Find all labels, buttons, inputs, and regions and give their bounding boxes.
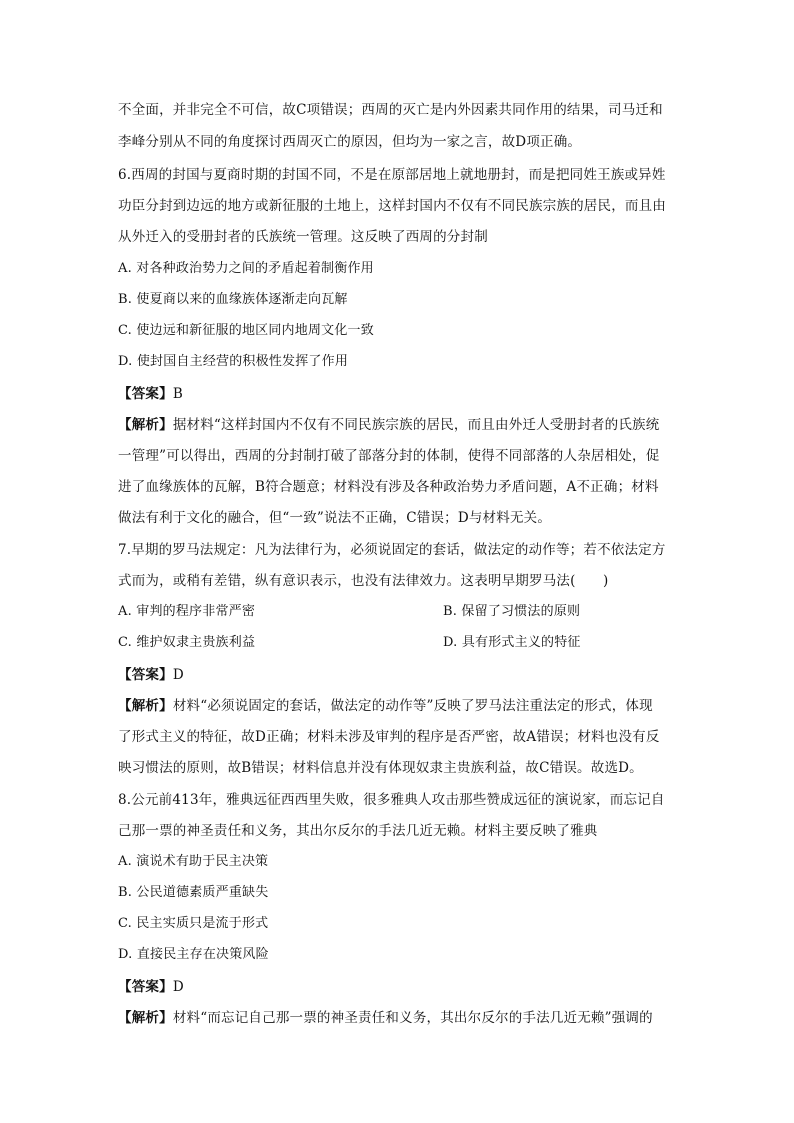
question-6-option-d: D. 使封国自主经营的积极性发挥了作用 [118,354,349,369]
question-7-option-d: D. 具有形式主义的特征 [443,635,581,650]
question-7-option-a: A. 审判的程序非常严密 [118,604,256,619]
question-8-stem: 8.公元前413年，雅典远征西西里失败，很多雅典人攻击那些赞成远征的演说家，而忘记自 [118,792,665,808]
question-8-option-b: B. 公民道德素质严重缺失 [118,885,269,900]
question-6-option-a: A. 对各种政治势力之间的矛盾起着制衡作用 [118,261,374,276]
question-8-option-c: C. 民主实质只是流于形式 [118,916,269,931]
question-6-analysis [118,415,678,435]
question-7-analysis [118,696,678,716]
text-line: 映习惯法的原则，故B错误；材料信息并没有体现奴隶主贵族利益，故C错误。故选D。 [118,760,643,776]
analysis-label: 【解析】 [118,1010,173,1026]
analysis-text: 据材料“这样封国内不仅有不同民族宗族的居民，而且由外迁人受册封者的氏族统 [172,417,660,433]
question-8-option-a: A. 演说术有助于民主决策 [118,854,269,869]
question-6-stem: 6.西周的封国与夏商时期的封国不同，不是在原部居地上就地册封，而是把同姓王族或异姓 [118,167,666,183]
analysis-text: 材料“而忘记自己那一票的神圣责任和义务，其出尔反尔的手法几近无赖”强调的 [172,1010,653,1026]
answer-label: 【答案】 [118,667,173,683]
text-line: 了形式主义的特征，故D正确；材料未涉及审判的程序是否严密，故A错误；材料也没有反 [118,729,660,745]
question-8-stem: 己那一票的神圣责任和义务，其出尔反尔的手法几近无赖。材料主要反映了雅典 [118,823,598,839]
answer-value: D [172,667,184,683]
question-8-analysis [118,1008,678,1028]
text-line: 做法有利于文化的融合，但“一致”说法不正确，C错误；D与材料无关。 [118,510,552,526]
question-6-option-b: B. 使夏商以来的血缘族体逐渐走向瓦解 [118,292,348,307]
question-7-answer [118,665,678,685]
text-line: 李峰分别从不同的角度探讨西周灭亡的原因，但均为一家之言，故D项正确。 [118,134,582,150]
question-8-answer [118,977,678,997]
question-7-stem: 7.早期的罗马法规定：凡为法律行为，必须说固定的套话，做法定的动作等；若不依法定方 [118,542,666,558]
answer-label: 【答案】 [118,979,173,995]
question-7-stem: 式而为，或稍有差错，纵有意识表示，也没有法律效力。这表明早期罗马法( ) [118,573,609,589]
question-8-option-d: D. 直接民主存在决策风险 [118,947,269,962]
analysis-label: 【解析】 [118,698,173,714]
question-7-option-b: B. 保留了习惯法的原则 [443,604,581,619]
question-7-option-c: C. 维护奴隶主贵族利益 [118,635,256,650]
text-line: 进了血缘族体的瓦解，B符合题意；材料没有涉及各种政治势力矛盾问题，A不正确；材料 [118,479,659,495]
question-6-answer [118,384,678,404]
answer-label: 【答案】 [118,386,173,402]
question-6-option-c: C. 使边远和新征服的地区同内地周文化一致 [118,323,374,338]
question-6-stem: 功臣分封到边远的地方或新征服的土地上，这样封国内不仅有不同民族宗族的居民，而且由 [118,198,666,214]
analysis-label: 【解析】 [118,417,173,433]
answer-value: D [172,979,184,995]
text-line: 一管理”可以得出，西周的分封制打破了部落分封的体制，使得不同部落的人杂居相处，促 [118,448,660,464]
question-6-stem: 从外迁入的受册封者的氏族统一管理。这反映了西周的分封制 [118,229,488,245]
answer-value: B [172,386,183,402]
analysis-text: 材料“必须说固定的套话，做法定的动作等”反映了罗马法注重法定的形式，体现 [172,698,653,714]
text-line: 不全面，并非完全不可信，故C项错误；西周的灭亡是内外因素共同作用的结果，司马迁和 [118,102,663,118]
